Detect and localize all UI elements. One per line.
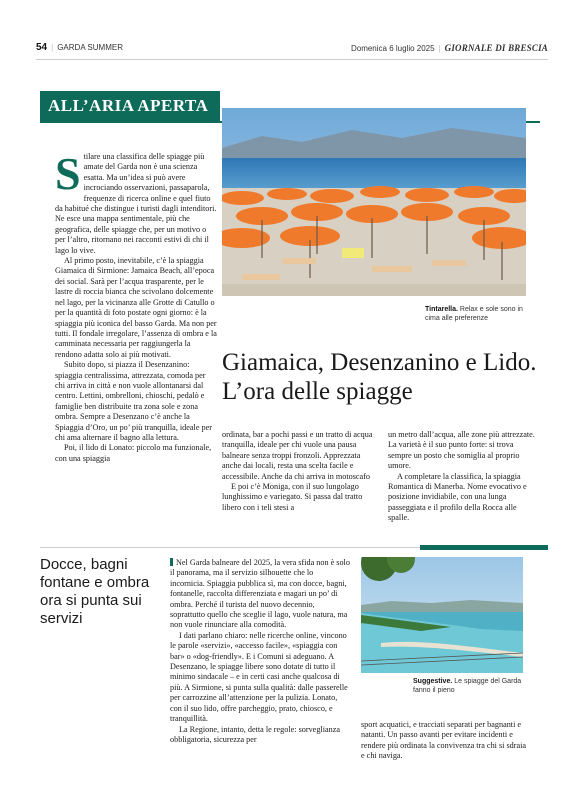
article2-paragraph: I dati parlano chiaro: nelle ricerche online, vincono le parole «servizi», «accesso facile», «spiaggia con bar» o «dog-friendly». E i Comuni si adeguano. A Desenzano, le spiagge libere sono dotate di tutto il minimo sindacale – e in certi casi anche qualcosa di più. A Sirmione, si punta sulla qualità: dalle passerelle per carrozzine all’attenzione per la pulizia. Lonato, con il suo lido, offre parcheggio, prato, chiosco, e tranquillità.	[170, 630, 348, 724]
article1-paragraph: E poi c’è Moniga, con il suo lungolago lunghissimo e variegato. Si passa dal tratto libero con i teli stesi a	[222, 482, 363, 512]
article1-paragraph: tilare una classifica delle spiagge più amate del Garda non è una scienza esatta. Ma un’idea si può avere incrociando osservazioni, passaparola, frequenze di ricerca online e quel fiuto da habitué che distingue i turisti dagli intenditori. Ne esce una mappa sentimentale, più che geografica, delle spiagge che, per un motivo o per l’altro, ritornano nei racconti estivi di chi il lago lo vive.	[55, 152, 217, 255]
header-rule	[36, 59, 548, 60]
header-separator-right: |	[438, 44, 441, 53]
beach-umbrellas-photo	[222, 108, 526, 296]
photo2-caption-bold: Suggestive.	[413, 678, 453, 685]
photo2-caption	[413, 677, 525, 695]
article2-paragraph: La Regione, intanto, detta le regole: sorveglianza obbligatoria, sicurezza per	[170, 724, 340, 744]
article1-paragraph: Subito dopo, si piazza il Desenzanino: spiaggia centralissima, attrezzata, comoda per chi arriva in città e non vuole allontanarsi dal centro. Lettini, ombrelloni, chioschi, pedalò e famiglie ben distribuite tra zona sole e zona ombra. Sempre a Desenzano c’è anche la Spiaggia d’Oro, un po’ più tranquilla, ideale per chi ama alternare il bagno alla lettura.	[55, 360, 212, 442]
article1-column2	[222, 430, 374, 513]
coastline-photo	[361, 557, 523, 673]
photo1-caption-bold: Tintarella.	[425, 306, 458, 313]
article1-column1	[55, 148, 217, 464]
page-number: 54	[36, 42, 48, 53]
section-divider-accent	[420, 545, 548, 550]
article2-column2	[361, 720, 529, 762]
header-separator: |	[51, 43, 54, 52]
photo2-caption-text: Le spiagge del Garda fanno il pieno	[413, 678, 522, 694]
section-name: GARDA SUMMER	[57, 43, 123, 52]
photo1-caption-text: Relax e sole sono in cima alle preferenze	[425, 306, 523, 322]
beach-photo-illustration	[222, 108, 526, 296]
section-divider	[40, 547, 420, 548]
article1-paragraph: Al primo posto, inevitabile, c’è la spiaggia Giamaica di Sirmione: Jamaica Beach, all’epoca dei social. Sarà per l’acqua trasparente, per le lastre di roccia bianca che scivolano dolcemente nel lago, per la vicinanza alle Grotte di Catullo o per la quantità di foto postate ogni giorno: è la spiaggia più iconica del basso Garda. Ma non per tutti. Il fondale irregolare, l’assenza di ombra e la camminata necessaria per raggiungerla la rendono adatta solo ai più motivati.	[55, 256, 217, 359]
article1-headline: Giamaica, Desenzanino e Lido. L’ora delle spiagge	[222, 349, 537, 405]
article2-headline: Docce, bagni fontane e ombra ora si punta sui servizi	[40, 556, 150, 627]
article1-paragraph: un metro dall’acqua, alle zone più attrezzate. La varietà è il suo punto forte: si trova sempre un posto che somiglia al proprio umore.	[388, 430, 535, 471]
issue-date: Domenica 6 luglio 2025	[350, 44, 435, 53]
article1-paragraph: ordinata, bar a pochi passi e un tratto di acqua tranquilla, ideale per chi vuole una pausa balneare senza troppi fronzoli. Apprezzata anche dai locali, resta una scelta facile e accessibile. Anche da chi arriva in motoscafo	[222, 430, 373, 481]
article1-column3	[388, 430, 538, 524]
article2-paragraph: sport acquatici, e tracciati separati per bagnanti e natanti. Un passo avanti per evitare incidenti e rendere più ordinata la convivenza tra chi si sdraia e chi naviga.	[361, 720, 527, 761]
page-header	[36, 42, 548, 56]
banner-label: ALL’ARIA APERTA	[48, 96, 209, 115]
paragraph-marker	[170, 558, 173, 566]
article2-paragraph-text: Nel Garda balneare del 2025, la vera sfida non è solo il panorama, ma il servizio silhouette che lo incornicia. Spiaggia pubblica sì, ma con docce, bagni, fontanelle, raccolta differenziata e magari un po’ di ombra. Perché il turista del nuovo decennio, soprattutto quello che sceglie il lago, vuole natura, ma non vuole rinunciare alla comodità.	[170, 558, 350, 630]
newspaper-name: GIORNALE DI BRESCIA	[444, 43, 548, 53]
section-banner	[40, 91, 220, 121]
article1-paragraph: Poi, il lido di Lonato: piccolo ma funzionale, con una spiaggia	[55, 443, 212, 463]
article2-paragraph	[170, 558, 350, 631]
coastline-photo-illustration	[361, 557, 523, 673]
header-right	[351, 43, 548, 53]
dropcap: S	[55, 148, 81, 199]
article1-paragraph: A completare la classifica, la spiaggia Romantica di Manerba. Nome evocativo e posizione invidiabile, con una lunga passeggiata e il profilo della Rocca alle spalle.	[388, 471, 527, 523]
article2-column1	[170, 558, 350, 745]
photo1-caption	[425, 305, 535, 323]
